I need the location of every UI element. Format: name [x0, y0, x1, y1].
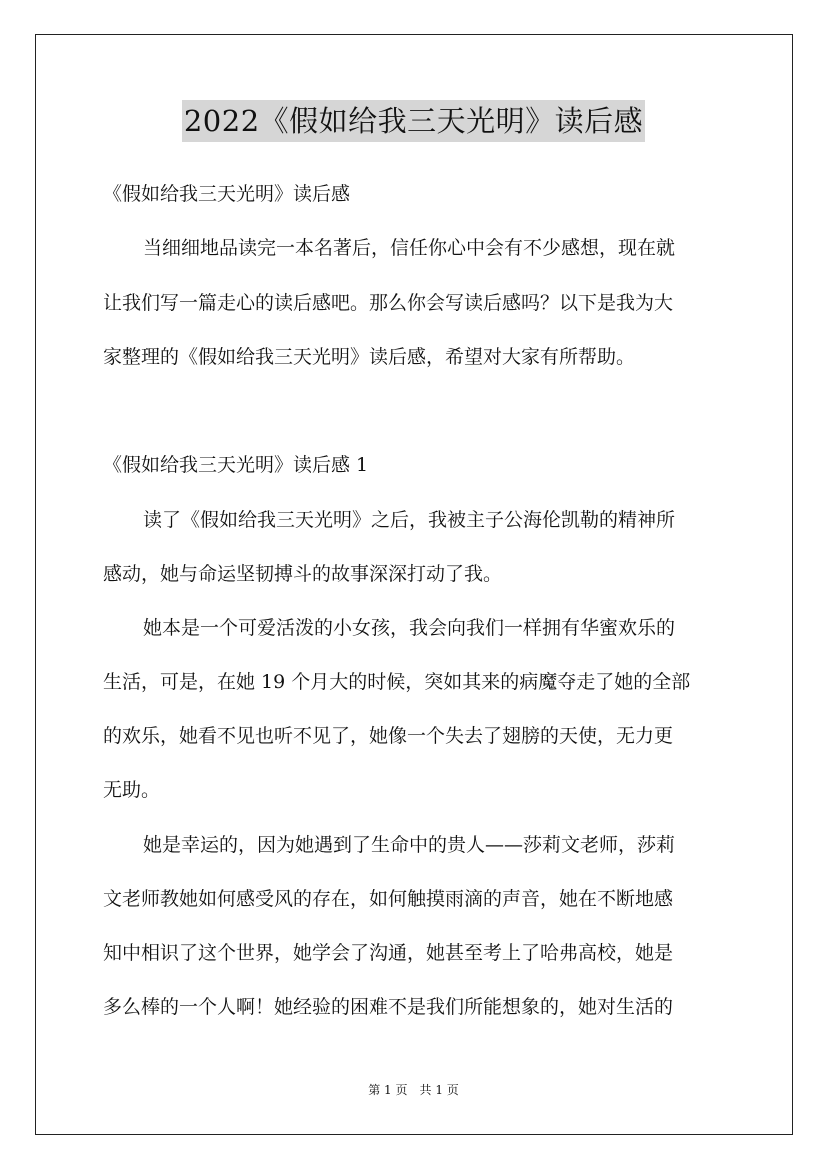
subtitle: 《假如给我三天光明》读后感 [103, 183, 351, 205]
document-title: 2022《假如给我三天光明》读后感 [182, 100, 645, 142]
paragraph-line: 文老师教她如何感受风的存在，如何触摸雨滴的声音，她在不断地感 [103, 888, 674, 910]
intro-line: 家整理的《假如给我三天光明》读后感，希望对大家有所帮助。 [103, 346, 636, 368]
paragraph-line: 知中相识了这个世界，她学会了沟通，她甚至考上了哈弗高校，她是 [103, 942, 674, 964]
paragraph-line: 无助。 [103, 779, 161, 801]
paragraph-line: 的欢乐，她看不见也听不见了，她像一个失去了翅膀的天使，无力更 [103, 725, 674, 747]
page-footer: 第 1 页 共 1 页 [368, 1083, 459, 1097]
intro-line: 让我们写一篇走心的读后感吧。那么你会写读后感吗？以下是我为大 [103, 292, 674, 314]
paragraph-line: 多么棒的一个人啊！她经验的困难不是我们所能想象的，她对生活的 [103, 996, 674, 1018]
document-title-wrap [0, 100, 827, 142]
paragraph-line: 生活，可是，在她 19 个月大的时候，突如其来的病魔夺走了她的全部 [103, 671, 691, 693]
intro-line: 当细细地品读完一本名著后，信任你心中会有不少感想，现在就 [143, 237, 676, 259]
section-heading: 《假如给我三天光明》读后感 1 [103, 454, 369, 476]
paragraph-line: 感动，她与命运坚韧搏斗的故事深深打动了我。 [103, 563, 503, 585]
paragraph-line: 她本是一个可爱活泼的小女孩，我会向我们一样拥有华蜜欢乐的 [143, 617, 676, 639]
paragraph-line: 读了《假如给我三天光明》之后，我被主子公海伦凯勒的精神所 [143, 509, 676, 531]
paragraph-line: 她是幸运的，因为她遇到了生命中的贵人——莎莉文老师，莎莉 [143, 834, 676, 856]
